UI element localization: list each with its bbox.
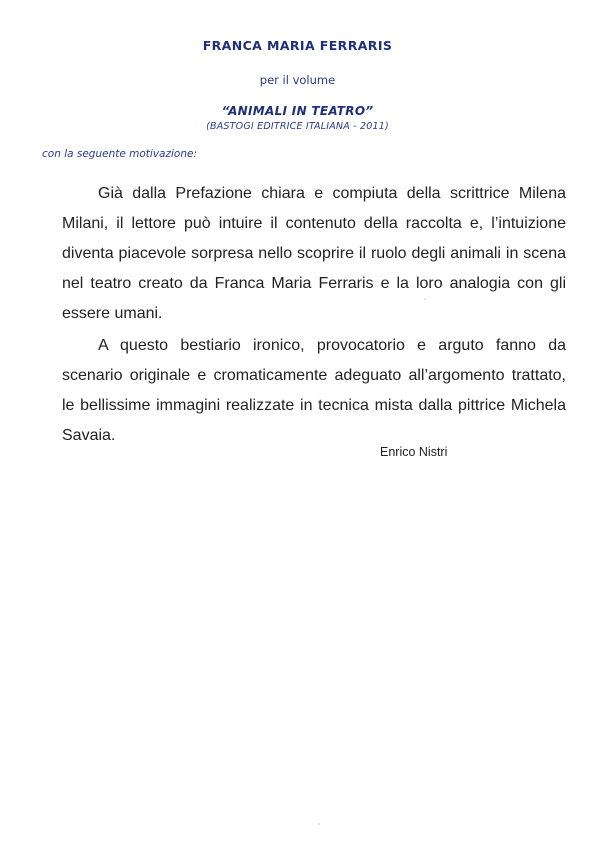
author-name: FRANCA MARIA FERRARIS	[202, 38, 393, 53]
scan-speck	[318, 823, 320, 825]
motivation-intro: con la seguente motivazione:	[42, 148, 197, 160]
book-title: “ANIMALI IN TEATRO”	[221, 104, 374, 118]
signature: Enrico Nistri	[380, 445, 448, 459]
motivation-paragraph-1: Già dalla Prefazione chiara e compiuta della scrittrice Milena Milani, il lettore può intuire il contenuto della raccolta e, l’intuizione diventa piacevole sorpresa nello scoprire il ruolo degli animali in scena nel teatro creato da Franca Maria Ferraris e la loro analogia con gli essere umani.	[62, 185, 566, 322]
volume-subtitle: per il volume	[259, 73, 336, 87]
scan-speck	[424, 298, 426, 300]
motivation-paragraph-2: A questo bestiario ironico, provocatorio e arguto fanno da scenario originale e cromaticamente adeguato all’argomento trattato, le bellissime immagini realizzate in tecnica mista dalla pittrice Michela Savaia.	[62, 337, 566, 444]
publisher-line: (BASTOGI EDITRICE ITALIANA - 2011)	[206, 121, 389, 132]
